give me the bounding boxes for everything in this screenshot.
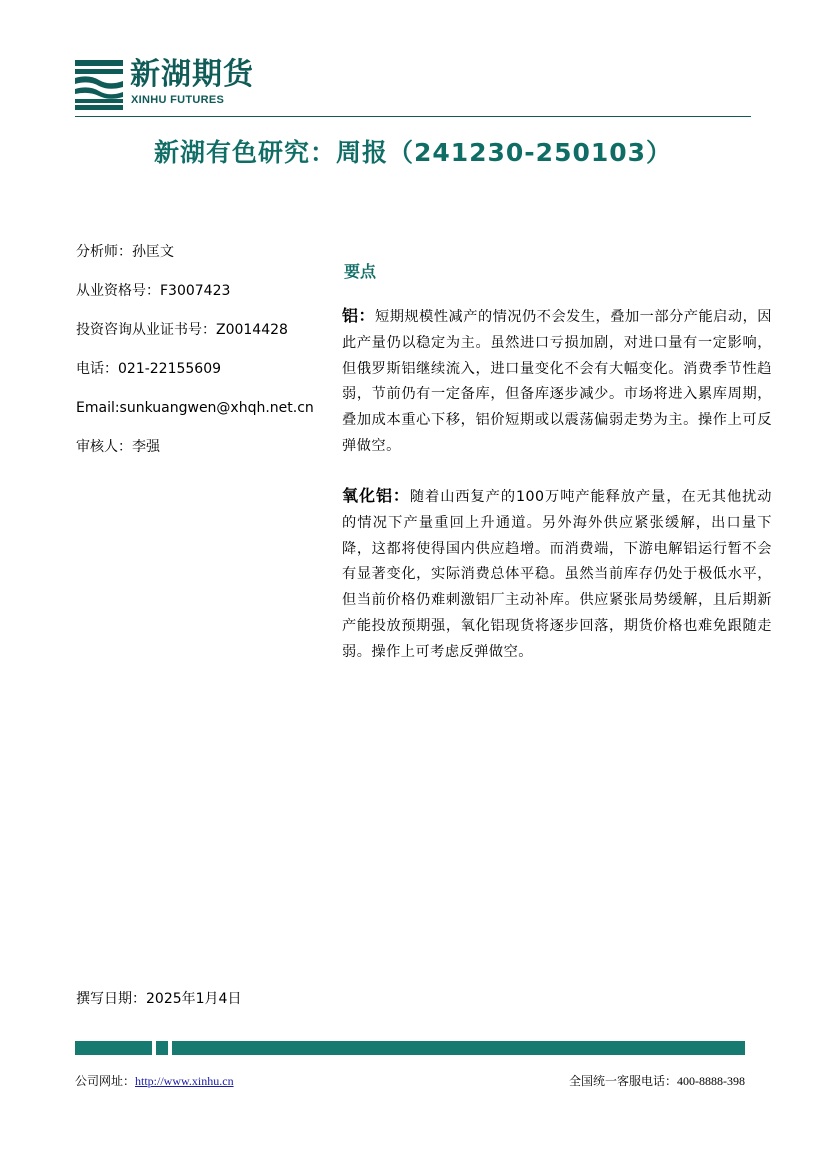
alumina-text: 随着山西复产的100万吨产能释放产量，在无其他扰动的情况下产量重回上升通道。另外海外供应紧张缓解，出口量下降，这都将使得国内供应趋增。而消费端，下游电解铝运行暂不会有显著变化，实际消费总体平稳。虽然当前库存仍处于极低水平，但当前价格仍难刺激铝厂主动补库。供应紧张局势缓解，且后期新产能投放预期强，氧化铝现货将逐步回落，期货价格也难免跟随走弱。操作上可考虑反弹做空。 — [342, 489, 772, 660]
report-title: 新湖有色研究：周报（241230-250103） — [153, 138, 673, 167]
aluminum-label: 铝： — [342, 306, 376, 325]
analyst-name: 分析师：孙匡文 — [76, 244, 174, 260]
analyst-email[interactable]: Email:sunkuangwen@xhqh.net.cn — [76, 400, 314, 416]
footer-hotline: 全国统一客服电话：400-8888-398 — [569, 1074, 745, 1088]
analyst-advisor-cert: 投资咨询从业证书号：Z0014428 — [76, 322, 288, 338]
brand-name-en: XINHU FUTURES — [131, 94, 225, 106]
aluminum-paragraph — [342, 303, 772, 460]
aluminum-text: 短期规模性减产的情况仍不会发生，叠加一部分产能启动，因此产量仍以稳定为主。虽然进口亏损加剧，对进口量有一定影响，但俄罗斯铝继续流入，进口量变化不会有大幅变化。消费季节性趋弱，节前仍有一定备库，但备库逐步减少。市场将进入累库周期，叠加成本重心下移，铝价短期或以震荡偏弱走势为主。操作上可反弹做空。 — [342, 309, 772, 454]
footer-bar-segment — [75, 1041, 152, 1055]
footer-bar-segment — [172, 1041, 745, 1055]
brand-name-cn: 新湖期货 — [130, 57, 254, 92]
footer-website — [75, 1072, 234, 1089]
alumina-label: 氧化铝： — [342, 486, 410, 505]
reviewer-name: 审核人：李强 — [76, 439, 160, 455]
footer-bar-segment — [156, 1041, 168, 1055]
header-divider — [75, 116, 751, 117]
analyst-phone: 电话：021-22155609 — [76, 361, 222, 377]
summary-heading: 要点 — [344, 262, 377, 281]
analyst-license: 从业资格号：F3007423 — [76, 283, 231, 299]
company-logo-icon — [75, 60, 123, 110]
alumina-paragraph — [342, 483, 772, 666]
website-link[interactable]: http://www.xinhu.cn — [135, 1074, 234, 1088]
write-date: 撰写日期：2025年1月4日 — [76, 991, 242, 1007]
website-label: 公司网址： — [75, 1074, 136, 1088]
